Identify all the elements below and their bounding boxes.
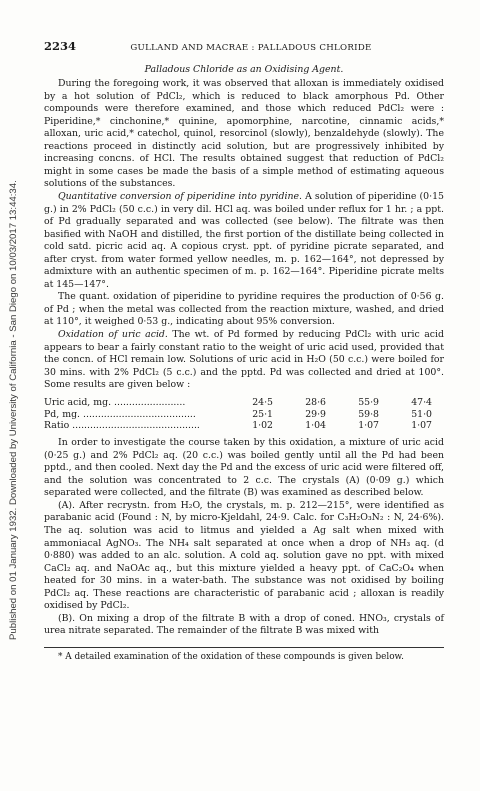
row-label-text: Uric acid, mg. (44, 396, 112, 408)
piperidine-body: A solution of piperidine (0·15 g.) in 2% PdCl₂ (50 c.c.) in very dil. HCl aq. was boiled under reflux for 1 hr. ; a ppt. of Pd gradually separated and was collected (see below). The filtrate was then basified with NaOH and distilled, the first portion of the distillate being collected in cold satd. picric acid aq. A copious cryst. ppt. of pyridine picrate separated, and after cryst. from water formed yellow needles, m. p. 162—164°, not depressed by admixture with an authentic specimen of m. p. 162—164°. Piperidine picrate melts at 145—147°. (44, 191, 444, 290)
table-cell: 59·8 (358, 408, 379, 420)
footnote: * A detailed examination of the oxidation of these compounds is given below. (58, 651, 404, 662)
dot-leader: ...................................... (80, 408, 196, 420)
table-row (44, 397, 432, 409)
uric-body: The wt. of Pd formed by reducing PdCl₂ with uric acid appears to bear a fairly constant ratio to the weight of uric acid used, provided that the concn. of HCl remain low. Solutions of uric acid in H₂O (50 c.c.) were boiled for 30 mins. with 2% PdCl₂ (5 c.c.) and the pptd. Pd was collected and dried at 100°. Some results are given below : (44, 329, 444, 391)
paragraph-piperidine (44, 191, 444, 291)
piperidine-heading: Quantitative conversion of piperidine into pyridine. (58, 191, 303, 203)
download-notice-sidebar (6, 20, 20, 640)
paragraph-investigate: In order to investigate the course taken by this oxidation, a mixture of uric acid (0·25 g.) and 2% PdCl₂ aq. (20 c.c.) was boiled gently until all the Pd had been pptd., and then cooled. Next day the Pd and the excess of uric acid were filtered off, and the solution was concentrated to 2 c.c. The crystals (A) (0·09 g.) which separated were collected, and the filtrate (B) was examined as described below. (44, 437, 444, 499)
section-title: Palladous Chloride as an Oxidising Agent. (144, 63, 344, 75)
table-cell: 1·07 (411, 420, 432, 432)
paragraph-a: (A). After recrystn. from H₂O, the crystals, m. p. 212—215°, were identified as parabanic acid (Found : N, by micro-Kjeldahl, 24·9. Calc. for C₃H₂O₃N₂ : N, 24·6%). The aq. solution was acid to litmus and yielded a Ag salt when mixed with ammoniacal AgNO₃. The NH₄ salt separated at once when a drop of NH₃ aq. (d 0·880) was added to an alc. solution. A cold aq. solution gave no ppt. with mixed CaCl₂ aq. and NaOAc aq., but this mixture yielded a heavy ppt. of CaC₂O₄ when heated for 30 mins. in a water-bath. The substance was not oxidised by boiling PdCl₂ aq. These reactions are characteristic of parabanic acid ; alloxan is readily oxidised by PdCl₂. (44, 499, 444, 612)
table-row (44, 420, 432, 432)
table-cell: 1·04 (305, 420, 326, 432)
table-row (44, 409, 432, 421)
paragraph-intro: During the foregoing work, it was observed that alloxan is immediately oxidised by a hot solution of PdCl₂, which is reduced to black amorphous Pd. Other compounds were therefore examined, and those which reduced PdCl₂ were : Piperidine,* cinchonine,* quinine, apomorphine, narcotine, cinnamic acids,* alloxan, uric acid,* catechol, quinol, resorcinol (slowly), benzaldehyde (slowly). The reactions proceed in distinctly acid solution, but are progressively inhibited by increasing concns. of HCl. The results obtained suggest that reduction of PdCl₂ might in some cases be made the basis of a simple method of estimating aqueous solutions of the substances. (44, 78, 444, 190)
paragraph-quant: The quant. oxidation of piperidine to pyridine requires the production of 0·56 g. of Pd ; when the metal was collected from the reaction mixture, washed, and dried at 110°, it weighed 0·53 g., indicating about 95% conversion. (44, 291, 444, 328)
row-label (44, 409, 220, 421)
download-notice-text: Published on 01 January 1932. Downloaded by University of California - San Diego on 10/03/2017 13:44:34. (8, 180, 19, 640)
dot-leader: ........................ (111, 396, 186, 408)
table-cell: 28·6 (305, 396, 326, 408)
row-label (44, 420, 220, 432)
table-cell: 29·9 (305, 408, 326, 420)
footnote-divider (44, 647, 444, 648)
running-head: GULLAND AND MACRAE : PALLADOUS CHLORIDE (130, 43, 372, 53)
uric-heading: Oxidation of uric acid. (58, 329, 168, 341)
row-label (44, 397, 220, 409)
dot-leader: ........................................... (69, 420, 200, 432)
table-cell: 24·5 (252, 396, 273, 408)
row-label-text: Ratio (44, 420, 70, 432)
paragraph-b: (B). On mixing a drop of the filtrate B with a drop of coned. HNO₃, crystals of urea nitrate separated. The remainder of the filtrate B was mixed with (44, 612, 444, 637)
journal-page (44, 40, 444, 664)
table-cell: 1·02 (252, 420, 273, 432)
row-label-text: Pd, mg. (44, 408, 81, 420)
table-cell: 55·9 (358, 396, 379, 408)
page-header (44, 40, 444, 55)
table-cell: 47·4 (411, 396, 432, 408)
page-number: 2234 (44, 39, 77, 53)
table-cell: 25·1 (252, 408, 273, 420)
paragraph-uric (44, 329, 444, 392)
results-table (44, 397, 432, 432)
table-cell: 1·07 (358, 420, 379, 432)
table-cell: 51·0 (411, 408, 432, 420)
